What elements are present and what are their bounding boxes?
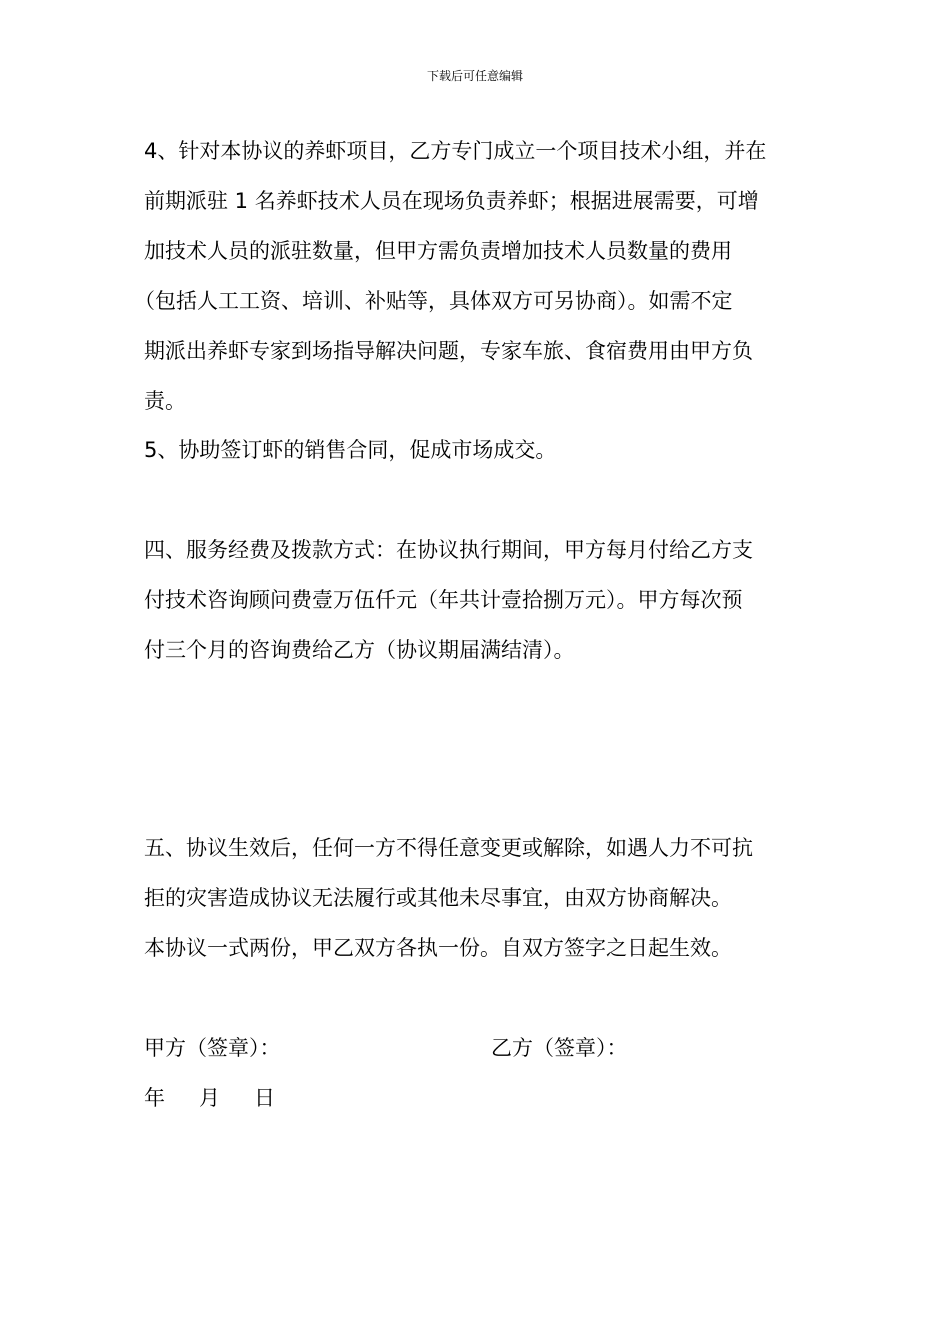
clause-4-line: 4、针对本协议的养虾项目，乙方专门成立一个项目技术小组，并在 (144, 139, 767, 163)
date-month-label: 月 (199, 1086, 220, 1110)
clause-4-line: （包括人工工资、培训、补贴等，具体双方可另协商）。如需不定 (134, 289, 733, 313)
clause-4-line: 前期派驻 1 名养虾技术人员在现场负责养虾；根据进展需要，可增 (144, 189, 759, 213)
section-4-line: 四、服务经费及拨款方式：在协议执行期间，甲方每月付给乙方支 (144, 538, 753, 562)
section-4-payment (144, 525, 808, 675)
section-5-line: 拒的灾害造成协议无法履行或其他未尽事宜，由双方协商解决。 (144, 886, 732, 910)
party-a-signature-label: 甲方（签章）： (144, 1036, 281, 1060)
party-b-signature-label: 乙方（签章）： (491, 1036, 628, 1060)
section-4-line: 付三个月的咨询费给乙方（协议期届满结清）。 (144, 638, 575, 662)
clause-4-line: 加技术人员的派驻数量，但甲方需负责增加技术人员数量的费用 (144, 239, 732, 263)
date-year-label: 年 (144, 1086, 165, 1110)
signature-date (144, 1073, 275, 1123)
clause-5-line: 5、协助签订虾的销售合同，促成市场成交。 (144, 438, 557, 462)
clause-4 (134, 126, 808, 426)
section-5-effect (144, 823, 808, 923)
section-4-line: 付技术咨询顾问费壹万伍仟元（年共计壹拾捌万元）。甲方每次预 (144, 588, 743, 612)
clause-4-line: 期派出养虾专家到场指导解决问题，专家车旅、食宿费用由甲方负 (144, 339, 753, 363)
clause-4-line: 责。 (144, 389, 186, 413)
clause-5 (144, 425, 808, 475)
closing-statement (144, 923, 808, 973)
page-header-note: 下载后可任意编辑 (426, 69, 523, 83)
section-5-line: 五、协议生效后，任何一方不得任意变更或解除，如遇人力不可抗 (144, 836, 753, 860)
date-day-label: 日 (254, 1086, 275, 1110)
closing-line: 本协议一式两份，甲乙双方各执一份。自双方签字之日起生效。 (144, 936, 732, 960)
